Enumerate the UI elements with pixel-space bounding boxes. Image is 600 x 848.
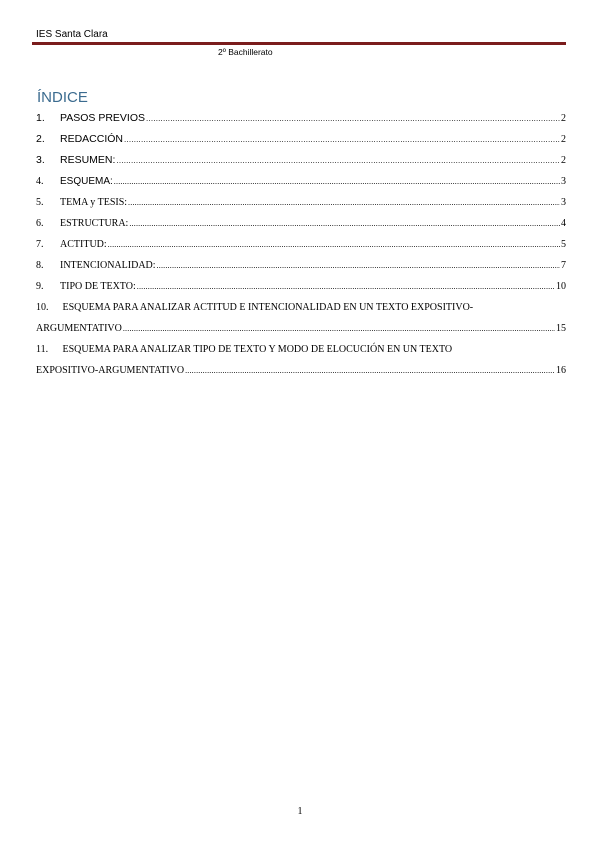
toc-entry-6[interactable]: 6. ESTRUCTURA: ..... 4	[36, 213, 566, 234]
dot-leader	[108, 234, 560, 255]
header-rule	[32, 42, 566, 45]
header-school: IES Santa Clara	[36, 29, 108, 40]
dot-leader	[114, 171, 560, 192]
toc-entry-2[interactable]: 2. REDACCIÓN ..... 2	[36, 129, 566, 150]
toc-entry-page: 5	[561, 239, 566, 250]
dot-leader	[129, 213, 560, 234]
toc-entry-page: 2	[561, 134, 566, 145]
toc-entry-label: ESQUEMA PARA ANALIZAR TIPO DE TEXTO Y MODO DE ELOCUCIÓN EN UN TEXTO	[62, 344, 453, 355]
toc-entry-page: 3	[561, 197, 566, 208]
page-number: 1	[297, 806, 303, 817]
toc-entry-11[interactable]: 11. ESQUEMA PARA ANALIZAR TIPO DE TEXTO Y MODO DE ELOCUCIÓN EN UN TEXTO EXPOSITIVO-ARGUMENTATIVO ..... 16	[36, 339, 566, 381]
toc-title: ÍNDICE	[37, 89, 88, 106]
toc-entry-1[interactable]: 1. PASOS PREVIOS ..... 2	[36, 108, 566, 129]
toc-entry-4[interactable]: 4. ESQUEMA: ..... 3	[36, 171, 566, 192]
table-of-contents	[36, 108, 566, 381]
header-course: 2º Bachillerato	[218, 47, 273, 57]
toc-entry-label: ESTRUCTURA:	[60, 218, 129, 229]
toc-entry-label: RESUMEN:	[60, 154, 116, 166]
toc-entry-page: 2	[561, 113, 566, 124]
dot-leader	[124, 129, 560, 150]
toc-entry-label-cont: ARGUMENTATIVO	[36, 323, 122, 334]
toc-entry-label: TEMA y TESIS:	[60, 197, 128, 208]
toc-entry-5[interactable]: 5. TEMA y TESIS: ..... 3	[36, 192, 566, 213]
dot-leader	[116, 150, 560, 171]
toc-entry-page: 7	[561, 260, 566, 271]
dot-leader	[157, 255, 560, 276]
toc-entry-label: ESQUEMA:	[60, 176, 113, 187]
toc-entry-page: 4	[561, 218, 566, 229]
toc-entry-label: ACTITUD:	[60, 239, 107, 250]
toc-entry-7[interactable]: 7. ACTITUD: ..... 5	[36, 234, 566, 255]
toc-entry-label: INTENCIONALIDAD:	[60, 260, 156, 271]
toc-entry-9[interactable]: 9. TIPO DE TEXTO: ..... 10	[36, 276, 566, 297]
toc-entry-page: 10	[556, 281, 566, 292]
toc-entry-label: TIPO DE TEXTO:	[60, 281, 136, 292]
toc-entry-page: 16	[556, 365, 566, 376]
toc-entry-label: ESQUEMA PARA ANALIZAR ACTITUD E INTENCIONALIDAD EN UN TEXTO EXPOSITIVO-	[62, 302, 474, 313]
dot-leader	[123, 318, 555, 339]
toc-entry-page: 3	[561, 176, 566, 187]
toc-entry-label: REDACCIÓN	[60, 133, 124, 145]
dot-leader	[128, 192, 560, 213]
dot-leader	[185, 360, 555, 381]
dot-leader	[137, 276, 555, 297]
toc-entry-10[interactable]: 10. ESQUEMA PARA ANALIZAR ACTITUD E INTENCIONALIDAD EN UN TEXTO EXPOSITIVO- ARGUMENTATIVO ..... 15	[36, 297, 566, 339]
toc-entry-page: 2	[561, 155, 566, 166]
dot-leader	[146, 108, 560, 129]
toc-entry-3[interactable]: 3. RESUMEN: ..... 2	[36, 150, 566, 171]
toc-entry-label-cont: EXPOSITIVO-ARGUMENTATIVO	[36, 365, 185, 376]
toc-entry-label: PASOS PREVIOS	[60, 112, 145, 124]
toc-entry-8[interactable]: 8. INTENCIONALIDAD: ..... 7	[36, 255, 566, 276]
toc-entry-page: 15	[556, 323, 566, 334]
